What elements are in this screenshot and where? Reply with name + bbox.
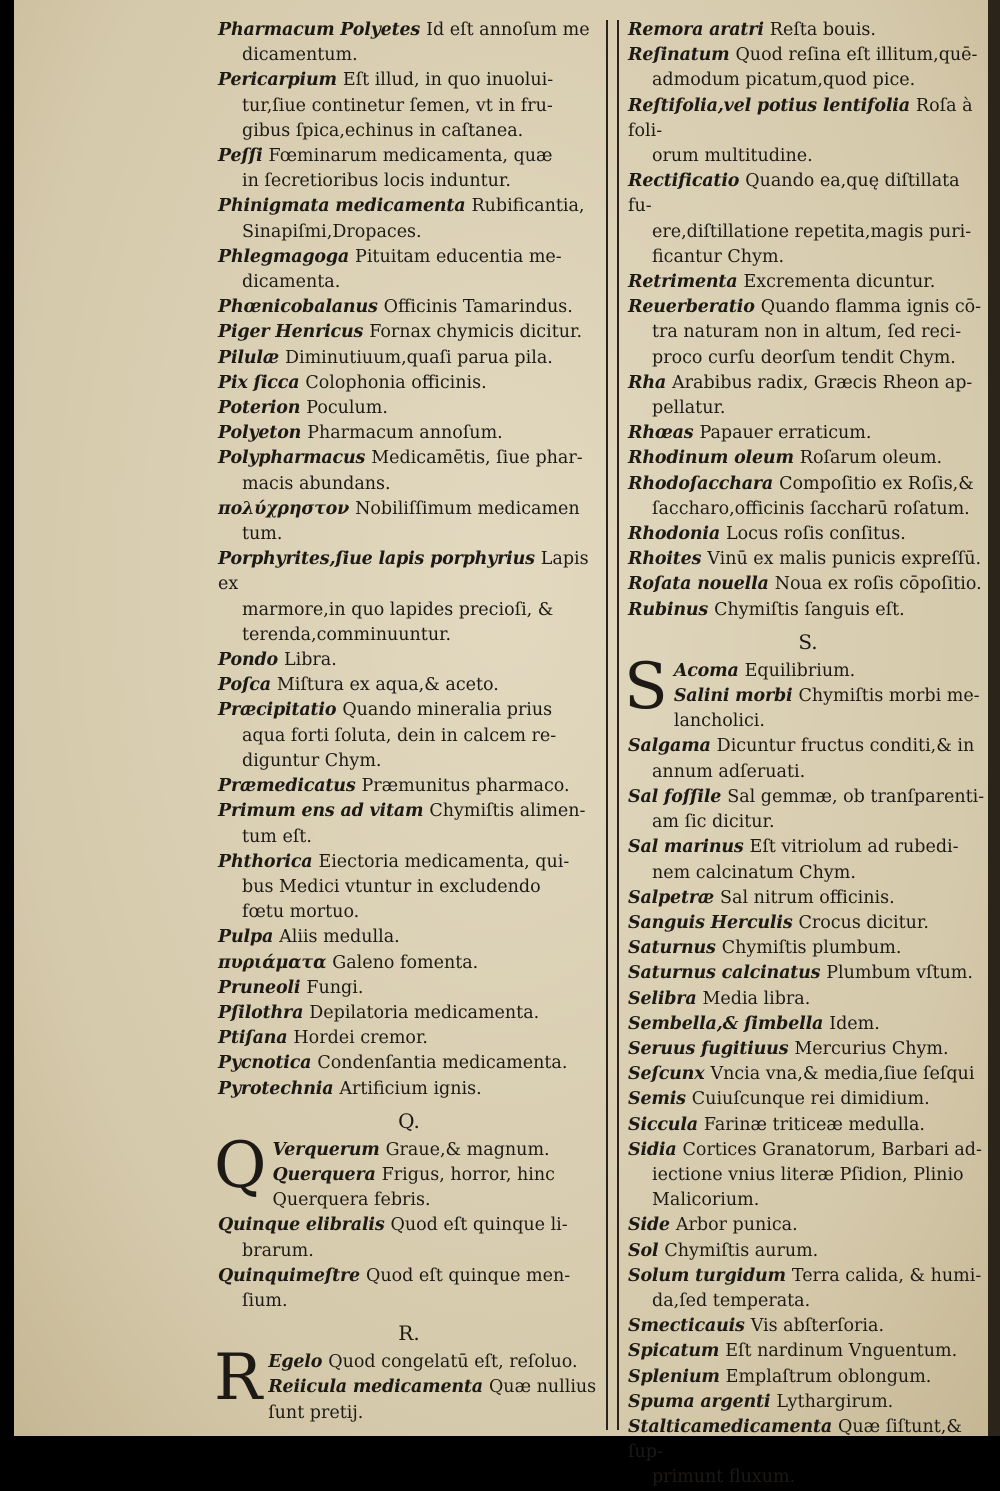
entry-headword: Rha <box>628 372 667 393</box>
entry-headword: Smecticauis <box>628 1316 745 1337</box>
entry-definition-line: Quæ ſiſtunt,& ſup- <box>628 1416 962 1463</box>
dictionary-entry <box>218 1350 600 1375</box>
dictionary-entry <box>218 1375 600 1425</box>
entry-definition-line: Nobiliſſimum medicamen <box>355 498 580 519</box>
dictionary-entry <box>218 320 600 345</box>
dictionary-entry <box>218 547 600 648</box>
entry-definition-line: Farinæ triticeæ medulla. <box>703 1114 925 1135</box>
entry-definition-line: Depilatoria medicamenta. <box>309 1002 540 1023</box>
entry-definition-line: Idem. <box>829 1013 880 1034</box>
entry-definition-line: Aliis medulla. <box>279 927 400 948</box>
entry-definition-line: Frigus, horror, hinc <box>381 1164 555 1185</box>
dictionary-entry <box>628 936 988 961</box>
dictionary-entry <box>628 547 988 572</box>
entry-definition-line: Libra. <box>284 650 337 671</box>
entry-definition-line: Hordei cremor. <box>293 1028 428 1049</box>
entry-headword: Rhodonia <box>628 524 720 545</box>
entry-headword: Egelo <box>268 1352 323 1373</box>
entry-headword: Semis <box>628 1089 686 1110</box>
entry-headword: Phœnicobalanus <box>218 297 378 318</box>
entry-definition-line: Terra calida, & humi- <box>791 1265 982 1286</box>
entries-r-right <box>628 18 988 623</box>
dictionary-entry <box>218 698 600 774</box>
entry-headword: Splenium <box>628 1366 720 1387</box>
entry-definition-line: Papauer erraticum. <box>699 423 872 444</box>
entry-headword: Salini morbi <box>673 686 793 707</box>
entry-definition-line: Eſt vitriolum ad rubedi- <box>749 837 959 858</box>
entry-definition-line: Malicorium. <box>652 1190 760 1211</box>
dictionary-entry <box>628 1239 988 1264</box>
entry-headword: Ptiſana <box>218 1028 288 1049</box>
entry-definition-line: orum multitudine. <box>652 146 813 167</box>
dictionary-entry <box>628 1213 988 1238</box>
entry-definition-line: Dicuntur fructus conditi,& in <box>716 736 975 757</box>
entries-r-left <box>218 1350 600 1426</box>
entry-definition-line: Eiectoria medicamenta, qui- <box>318 851 570 872</box>
entry-headword: Stalticamedicamenta <box>628 1416 832 1437</box>
dictionary-entry <box>218 774 600 799</box>
entry-definition-line: Quæ nullius <box>488 1377 597 1398</box>
entry-headword: Reſinatum <box>628 45 730 66</box>
entry-definition-line: Noua ex roſis cōpoſitio. <box>774 574 982 595</box>
entries-q <box>218 1138 600 1314</box>
entry-definition-line: Emplaſtrum oblongum. <box>725 1366 932 1387</box>
dictionary-entry <box>218 1163 600 1213</box>
dictionary-entry <box>218 68 600 144</box>
entry-definition-line: tum. <box>242 524 283 545</box>
entry-headword: Pycnotica <box>218 1053 312 1074</box>
dictionary-entry <box>628 835 988 885</box>
dictionary-entry <box>218 1264 600 1314</box>
entry-definition-line: Fœminarum medicamenta, quæ <box>268 146 553 167</box>
entry-headword: Sanguis Herculis <box>628 912 793 933</box>
entry-headword: Poterion <box>218 398 301 419</box>
dictionary-entry <box>628 421 988 446</box>
scan-border-right <box>988 0 1000 1452</box>
scan-border-left <box>0 0 14 1452</box>
entry-definition-line: pellatur. <box>652 398 726 419</box>
section-letter-s: S. <box>798 629 818 654</box>
entry-definition-line: Quando mineralia prius <box>342 700 553 721</box>
entry-headword: Side <box>628 1215 670 1236</box>
entry-headword: Quinque elibralis <box>218 1215 385 1236</box>
entry-definition-line: Querquera febris. <box>272 1190 431 1211</box>
entry-definition-line: Eſt nardinum Vnguentum. <box>725 1341 958 1362</box>
entry-headword: Quinquimeſtre <box>218 1265 360 1286</box>
entry-headword: Polypharmacus <box>218 448 366 469</box>
entry-headword: Spicatum <box>628 1341 720 1362</box>
dictionary-entry <box>218 245 600 295</box>
entry-definition-line: lancholici. <box>673 711 765 732</box>
section-q <box>214 1128 600 1314</box>
entry-headword: Sal foſſile <box>628 786 722 807</box>
dictionary-entry <box>628 1390 988 1415</box>
entry-definition-line: diguntur Chym. <box>242 750 382 771</box>
entry-headword: Pyrotechnia <box>218 1078 334 1099</box>
entry-definition-line: tur,ſiue continetur ſemen, vt in fru- <box>242 95 553 116</box>
entry-headword: Sol <box>628 1240 659 1261</box>
entry-headword: Peſſi <box>218 146 263 167</box>
entry-headword: Rectificatio <box>628 171 740 192</box>
entry-definition-line: Pharmacum annoſum. <box>307 423 503 444</box>
dictionary-entry <box>218 1213 600 1263</box>
dictionary-entry <box>628 1339 988 1364</box>
dictionary-entry <box>218 497 600 547</box>
entry-definition-line: Chymiſtis plumbum. <box>721 938 902 959</box>
entry-definition-line: Compoſitio ex Roſis,& <box>779 473 974 494</box>
entry-headword: Pulpa <box>218 927 274 948</box>
entry-headword: Rhodinum oleum <box>628 448 794 469</box>
section-letter-q: Q. <box>398 1108 420 1133</box>
entry-definition-line: Cortices Granatorum, Barbari ad- <box>682 1139 982 1160</box>
dictionary-entry <box>218 446 600 496</box>
dictionary-entry <box>218 1026 600 1051</box>
dictionary-entry <box>218 421 600 446</box>
entry-definition-line: Quod eſt quinque li- <box>390 1215 568 1236</box>
entry-definition-line: Sinapiſmi,Dropaces. <box>242 221 422 242</box>
entry-definition-line: Chymiſtis alimen- <box>429 801 586 822</box>
dictionary-entry <box>628 472 988 522</box>
entry-headword: Sembella,& ſimbella <box>628 1013 824 1034</box>
entry-headword: Remora aratri <box>628 20 764 40</box>
entry-definition-line: Miſtura ex aqua,& aceto. <box>276 675 499 696</box>
dictionary-entry <box>218 951 600 976</box>
entry-headword: Piger Henricus <box>218 322 364 343</box>
entry-definition-line: Vinū ex malis punicis expreſſū. <box>707 549 982 570</box>
entry-definition-line: fœtu mortuo. <box>242 902 360 923</box>
entry-headword: Acoma <box>673 660 739 681</box>
entry-definition-line: Arabibus radix, Græcis Rheon ap- <box>672 372 973 393</box>
entry-definition-line: ficantur Chym. <box>652 246 785 267</box>
entry-headword: Primum ens ad vitam <box>218 801 424 822</box>
dropcap-s: S <box>624 649 668 724</box>
entry-definition-line: Id eſt annoſum me <box>426 20 590 40</box>
entry-headword: Saturnus calcinatus <box>628 963 821 984</box>
entry-definition-line: nem calcinatum Chym. <box>652 862 856 883</box>
entry-headword: Rubinus <box>628 599 709 620</box>
dictionary-entry <box>628 43 988 93</box>
column-rule-right <box>617 20 619 1430</box>
entry-definition-line: Graue,& magnum. <box>385 1139 550 1160</box>
entry-definition-line: Sal nitrum officinis. <box>720 887 895 908</box>
entry-headword: Pericarpium <box>218 70 337 91</box>
entry-definition-line: terenda,comminuuntur. <box>242 624 452 645</box>
entry-definition-line: Colophonia officinis. <box>305 372 487 393</box>
right-column <box>624 18 988 1491</box>
entry-headword: Verquerum <box>272 1139 380 1160</box>
entry-definition-line: Artificium ignis. <box>339 1078 482 1099</box>
dictionary-entry <box>218 396 600 421</box>
entry-definition-line: annum adſeruati. <box>652 761 806 782</box>
entry-definition-line: Lapis ex <box>218 549 589 595</box>
entry-definition-line: Media libra. <box>702 988 811 1009</box>
entry-headword: Reſtifolia,vel potius lentifolia <box>628 95 910 116</box>
entry-definition-line: Sal gemmæ, ob tranſparenti- <box>727 786 985 807</box>
entry-headword: Selibra <box>628 988 697 1009</box>
dictionary-entry <box>628 1264 988 1314</box>
dictionary-entry <box>218 648 600 673</box>
section-letter-r: R. <box>398 1321 420 1346</box>
dictionary-entry <box>628 1314 988 1339</box>
entry-definition-line: Vncia vna,& media,ſiue ſeſqui <box>710 1064 975 1085</box>
entry-headword: Phlegmagoga <box>218 246 350 267</box>
entry-definition-line: Chymiſtis aurum. <box>664 1240 819 1261</box>
dictionary-entry <box>218 194 600 244</box>
entry-headword: Reiicula medicamenta <box>268 1377 483 1398</box>
entries-s <box>628 659 988 1491</box>
entry-definition-line: Officinis Tamarindus. <box>383 297 573 318</box>
entry-definition-line: Excrementa dicuntur. <box>743 272 936 293</box>
dictionary-entry <box>218 144 600 194</box>
entry-definition-line: Cuiuſcunque rei dimidium. <box>691 1089 930 1110</box>
dictionary-entry <box>628 684 988 734</box>
entry-headword: Præmedicatus <box>218 776 356 797</box>
entry-definition-line: Præmunitus pharmaco. <box>361 776 570 797</box>
left-column <box>214 18 600 1426</box>
entry-definition-line: Quod eſt quinque men- <box>365 1265 571 1286</box>
entry-headword: Phinigmata medicamenta <box>218 196 466 217</box>
entry-headword: Pilulæ <box>218 347 279 368</box>
entry-definition-line: Mercurius Chym. <box>794 1038 949 1059</box>
dictionary-entry <box>628 270 988 295</box>
entry-headword: Querquera <box>272 1164 376 1185</box>
entry-headword: Pſilothra <box>218 1002 304 1023</box>
entry-definition-line: iectione vnius literæ Pſidion, Plinio <box>652 1164 964 1185</box>
dictionary-entry <box>628 295 988 371</box>
entry-definition-line: Locus roſis conſitus. <box>725 524 906 545</box>
entry-headword: Pruneoli <box>218 977 301 998</box>
entry-definition-line: Condenſantia medicamenta. <box>317 1053 568 1074</box>
dropcap-r: R <box>214 1341 263 1416</box>
entry-headword: πολύχρηστον <box>218 498 350 519</box>
dictionary-entry <box>218 1138 600 1163</box>
dictionary-entry <box>628 1365 988 1390</box>
entry-headword: Saturnus <box>628 938 716 959</box>
dictionary-entry <box>218 18 600 68</box>
dictionary-entry <box>218 1077 600 1102</box>
entry-headword: Præcipitatio <box>218 700 337 721</box>
dictionary-entry <box>628 1037 988 1062</box>
entry-headword: Salgama <box>628 736 711 757</box>
entry-headword: Porphyrites,ſiue lapis porphyrius <box>218 549 535 570</box>
entry-definition-line: brarum. <box>242 1240 314 1261</box>
entry-definition-line: Lythargirum. <box>776 1391 894 1412</box>
dictionary-entry <box>628 371 988 421</box>
entry-definition-line: marmore,in quo lapides precioſi, & <box>242 599 554 620</box>
dictionary-entry <box>628 961 988 986</box>
entry-definition-line: Galeno fomenta. <box>332 952 479 973</box>
entry-definition-line: in ſecretioribus locis induntur. <box>242 171 511 192</box>
entry-headword: Polyeton <box>218 423 302 444</box>
entry-definition-line: ere,diſtillatione repetita,magis puri- <box>652 221 972 242</box>
entry-definition-line: tra naturam non in altum, ſed reci- <box>652 322 962 343</box>
entry-definition-line: gibus ſpica,echinus in caſtanea. <box>242 120 524 141</box>
dictionary-entry <box>628 1138 988 1214</box>
entry-headword: Seſcunx <box>628 1064 705 1085</box>
entry-definition-line: Roſarum oleum. <box>799 448 943 469</box>
section-r <box>214 1341 600 1426</box>
dictionary-entry <box>628 446 988 471</box>
dictionary-entry <box>628 1062 988 1087</box>
dictionary-entry <box>218 371 600 396</box>
entry-headword: Rhodoſacchara <box>628 473 774 494</box>
entry-definition-line: proco curſu deorſum tendit Chym. <box>652 347 956 368</box>
entry-definition-line: Quod congelatū eſt, reſoluo. <box>328 1352 578 1373</box>
dictionary-entry <box>218 346 600 371</box>
entry-headword: Retrimenta <box>628 272 738 293</box>
dictionary-entry <box>218 925 600 950</box>
dictionary-entry <box>628 94 988 170</box>
dictionary-entry <box>628 911 988 936</box>
entry-definition-line: Medicamētis, ſiue phar- <box>371 448 583 469</box>
dictionary-entry <box>628 1087 988 1112</box>
dictionary-entry <box>218 1001 600 1026</box>
entry-definition-line: Roſa à foli- <box>628 95 973 141</box>
entry-definition-line: tum eſt. <box>242 826 312 847</box>
dictionary-entry <box>628 734 988 784</box>
dictionary-entry <box>628 987 988 1012</box>
dictionary-entry <box>628 1415 988 1491</box>
dictionary-entry <box>218 295 600 320</box>
dictionary-entry <box>628 659 988 684</box>
entry-headword: Rhœas <box>628 423 694 444</box>
entry-definition-line: Reſta bouis. <box>769 20 876 40</box>
dictionary-entry <box>628 886 988 911</box>
entry-definition-line: Quando flamma ignis cō- <box>760 297 982 318</box>
entry-definition-line: Chymiſtis ſanguis eſt. <box>714 599 905 620</box>
entry-headword: Phthorica <box>218 851 313 872</box>
entry-definition-line: Arbor punica. <box>675 1215 798 1236</box>
entry-headword: Sidia <box>628 1139 677 1160</box>
entry-definition-line: Fornax chymicis dicitur. <box>369 322 583 343</box>
entry-headword: Rhoites <box>628 549 702 570</box>
entry-headword: Spuma argenti <box>628 1391 771 1412</box>
entry-definition-line: Pituitam educentia me- <box>355 246 562 267</box>
entry-definition-line: Equilibrium. <box>744 660 856 681</box>
entry-headword: Pondo <box>218 650 278 671</box>
entry-definition-line: ſium. <box>242 1290 288 1311</box>
entry-definition-line: Vis abſterſoria. <box>750 1316 885 1337</box>
entry-headword: Seruus fugitiuus <box>628 1038 789 1059</box>
dictionary-entry <box>628 1012 988 1037</box>
entry-definition-line: Quod reſina eſt illitum,quē- <box>735 45 978 66</box>
entry-headword: Reuerberatio <box>628 297 755 318</box>
entry-headword: πυριάματα <box>218 952 327 973</box>
entry-definition-line: am ſic dicitur. <box>652 812 775 833</box>
entry-definition-line: macis abundans. <box>242 473 391 494</box>
entry-headword: Solum turgidum <box>628 1265 786 1286</box>
entry-definition-line: Poculum. <box>306 398 388 419</box>
dictionary-entry <box>628 572 988 597</box>
dictionary-entry <box>628 18 988 43</box>
entry-definition-line: Eſt illud, in quo inuolui- <box>342 70 554 91</box>
entry-headword: Pix ſicca <box>218 372 300 393</box>
dropcap-q: Q <box>214 1128 267 1203</box>
entry-definition-line: Chymiſtis morbi me- <box>798 686 980 707</box>
dictionary-entry <box>218 673 600 698</box>
entry-definition-line: Crocus dicitur. <box>798 912 929 933</box>
entry-definition-line: bus Medici vtuntur in excludendo <box>242 876 541 897</box>
entry-headword: Pharmacum Polyetes <box>218 20 421 40</box>
entry-definition-line: ſaccharo,officinis ſaccharū roſatum. <box>652 498 970 519</box>
dictionary-entry <box>628 169 988 270</box>
entry-definition-line: dicamentum. <box>242 45 358 66</box>
entry-definition-line: Fungi. <box>306 977 364 998</box>
entry-definition-line: Plumbum vſtum. <box>826 963 973 984</box>
entry-definition-line: dicamenta. <box>242 272 341 293</box>
entry-definition-line: primunt fluxum. <box>652 1467 796 1488</box>
dictionary-entry <box>628 1113 988 1138</box>
dictionary-entry <box>218 850 600 926</box>
section-s <box>624 649 988 1491</box>
dictionary-entry <box>218 1051 600 1076</box>
entry-headword: Salpetræ <box>628 887 715 908</box>
entry-definition-line: Quando ea,quę diſtillata fu- <box>628 171 960 217</box>
entry-headword: Roſata nouella <box>628 574 769 595</box>
entry-headword: Sal marinus <box>628 837 744 858</box>
dictionary-entry <box>628 598 988 623</box>
entry-definition-line: Diminutiuum,quaſi parua pila. <box>284 347 553 368</box>
entry-definition-line: Rubificantia, <box>471 196 585 217</box>
dictionary-entry <box>628 785 988 835</box>
entry-definition-line: aqua forti ſoluta, dein in calcem re- <box>242 725 557 746</box>
entry-headword: Poſca <box>218 675 271 696</box>
entry-definition-line: ſunt pretij. <box>268 1402 364 1423</box>
entry-definition-line: da,ſed temperata. <box>652 1290 811 1311</box>
dictionary-entry <box>218 799 600 849</box>
entry-definition-line: admodum picatum,quod pice. <box>652 70 916 91</box>
entry-headword: Siccula <box>628 1114 698 1135</box>
entries-p <box>218 18 600 1102</box>
dictionary-entry <box>218 976 600 1001</box>
column-rule-left <box>606 20 608 1430</box>
dictionary-entry <box>628 522 988 547</box>
